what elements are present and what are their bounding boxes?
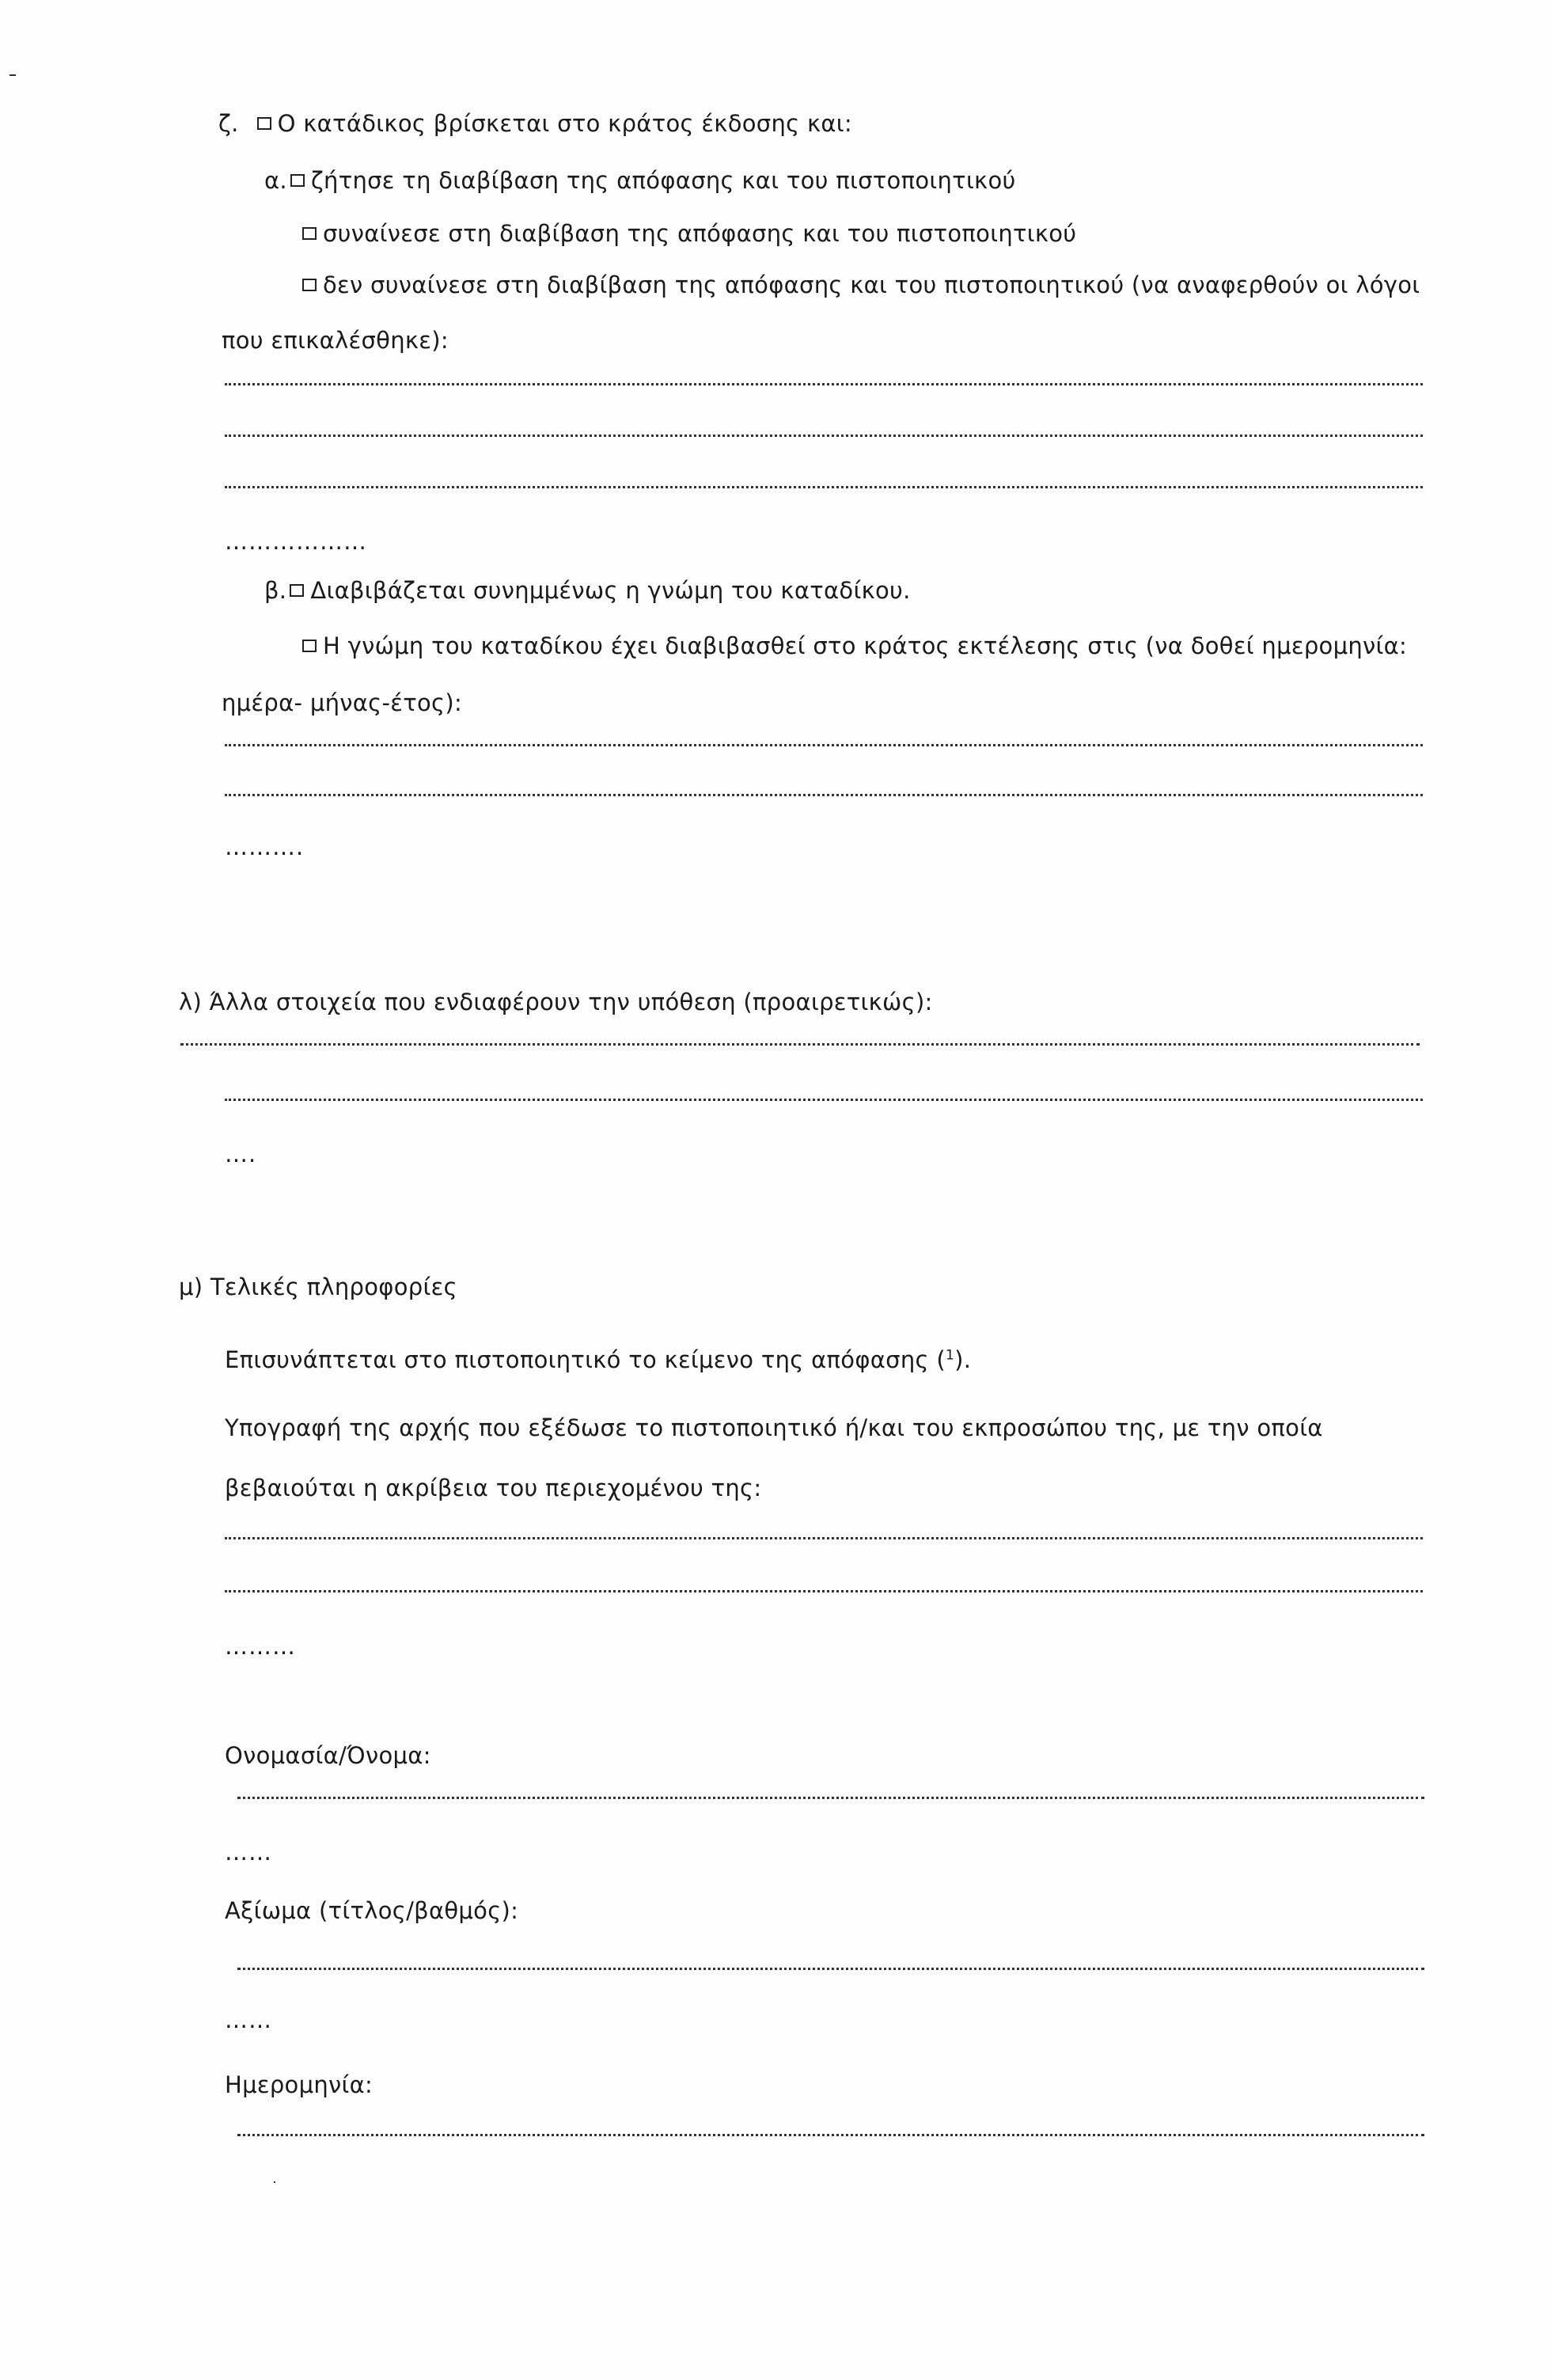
checkbox-icon[interactable]	[302, 227, 317, 240]
section-l-heading: λ) Άλλα στοιχεία που ενδιαφέρουν την υπόθεση (προαιρετικώς):	[179, 989, 933, 1015]
checkbox-icon[interactable]	[290, 174, 305, 187]
option-a1-line	[264, 166, 1016, 195]
fill-line[interactable]	[225, 435, 1423, 437]
option-b2-continuation: ημέρα- μήνας-έτος):	[222, 689, 463, 716]
option-b1-line	[264, 576, 911, 605]
option-b2-line	[299, 632, 1407, 660]
option-b-label: β.	[264, 577, 287, 604]
fill-line-tail[interactable]: ……	[225, 1839, 272, 1866]
attachment-end: ).	[954, 1346, 972, 1373]
section-z-intro: Ο κατάδικος βρίσκεται στο κράτος έκδοσης και:	[277, 110, 852, 137]
section-m-heading: μ) Τελικές πληροφορίες	[179, 1274, 457, 1300]
fill-line-tail[interactable]: ………	[225, 1633, 296, 1660]
name-label: Ονομασία/Όνομα:	[225, 1742, 431, 1769]
option-b1-text: Διαβιβάζεται συνημμένως η γνώμη του καταδίκου.	[310, 577, 911, 604]
checkbox-icon[interactable]	[257, 117, 271, 130]
rank-fill-line[interactable]	[237, 1968, 1424, 1970]
scan-speck	[9, 74, 16, 76]
signature-text-line1: Υπογραφή της αρχής που εξέδωσε το πιστοποιητικό ή/και του εκπροσώπου της, με την οποία	[225, 1414, 1323, 1441]
fill-line[interactable]	[225, 486, 1423, 488]
fill-line-tail[interactable]: ….	[225, 1141, 257, 1167]
fill-line[interactable]	[225, 383, 1423, 385]
option-a3-continuation: που επικαλέσθηκε):	[222, 327, 449, 354]
checkbox-icon[interactable]	[302, 279, 317, 291]
attachment-text: Επισυνάπτεται στο πιστοποιητικό το κείμενο της απόφασης (	[225, 1346, 946, 1373]
rank-label: Αξίωμα (τίτλος/βαθμός):	[225, 1897, 519, 1924]
option-b2-text: Η γνώμη του καταδίκου έχει διαβιβασθεί στο κράτος εκτέλεσης στις (να δοθεί ημερομηνία:	[323, 632, 1408, 659]
checkbox-icon[interactable]	[290, 584, 304, 597]
date-fill-line[interactable]	[237, 2134, 1424, 2136]
option-a-label: α.	[264, 167, 287, 194]
fill-line[interactable]	[225, 794, 1423, 796]
checkbox-icon[interactable]	[302, 640, 317, 652]
fill-line[interactable]	[180, 1043, 1420, 1046]
section-z-line	[218, 109, 852, 138]
section-z-number: ζ.	[218, 110, 239, 137]
fill-line[interactable]	[225, 1099, 1423, 1101]
fill-line-tail[interactable]: ………………	[225, 528, 367, 555]
scan-speck	[274, 2181, 275, 2183]
option-a3-line	[299, 271, 1420, 299]
footnote-marker: 1	[946, 1347, 955, 1364]
option-a2-text: συναίνεσε στη διαβίβαση της απόφασης και του πιστοποιητικού	[323, 220, 1077, 247]
fill-line-tail[interactable]: ……	[225, 2006, 272, 2033]
option-a3-text: δεν συναίνεσε στη διαβίβαση της απόφασης και του πιστοποιητικού (να αναφερθούν οι λόγοι	[323, 271, 1420, 298]
fill-line[interactable]	[225, 1537, 1423, 1539]
option-a2-line	[299, 219, 1076, 248]
name-fill-line[interactable]	[237, 1797, 1424, 1799]
attachment-note	[225, 1346, 971, 1374]
fill-line[interactable]	[225, 744, 1423, 746]
fill-line[interactable]	[225, 1590, 1423, 1592]
option-a1-text: ζήτησε τη διαβίβαση της απόφασης και του πιστοποιητικού	[310, 167, 1016, 194]
signature-text-line2: βεβαιούται η ακρίβεια του περιεχομένου της:	[225, 1475, 762, 1501]
date-label: Ημερομηνία:	[225, 2071, 374, 2098]
fill-line-tail[interactable]: ……….	[225, 833, 305, 860]
